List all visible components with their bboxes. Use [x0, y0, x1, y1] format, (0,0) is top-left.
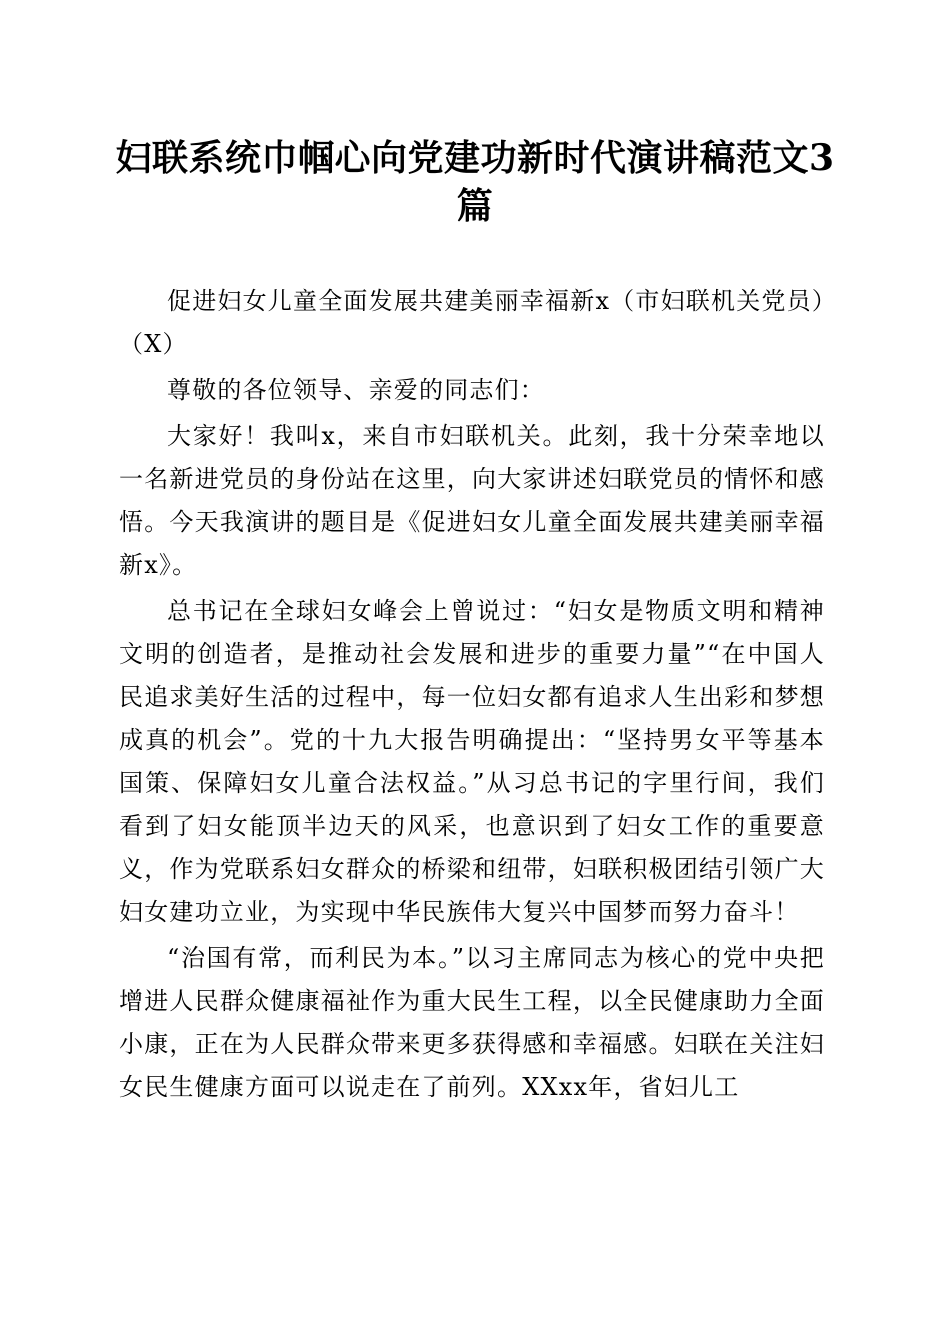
document-body [119, 280, 825, 1112]
document-title: 妇联系统巾帼心向党建功新时代演讲稿范文3篇 [115, 137, 835, 227]
paragraph-quote-summit: 总书记在全球妇女峰会上曾说过：“妇女是物质文明和精神文明的创造者，是推动社会发展和进步的重要力量”“在中国人民追求美好生活的过程中，每一位妇女都有追求人生出彩和梦想成真的机会”。党的十九大报告明确提出：“坚持男女平等基本国策、保障妇女儿童合法权益。”从习总书记的字里行间，我们看到了妇女能顶半边天的风采，也意识到了妇女工作的重要意义，作为党联系妇女群众的桥梁和纽带，妇联积极团结引领广大妇女建功立业，为实现中华民族伟大复兴中国梦而努力奋斗！ [119, 597, 825, 926]
paragraph-salutation: 尊敬的各位领导、亲爱的同志们： [167, 376, 545, 404]
paragraph-introduction: 大家好！我叫x，来自市妇联机关。此刻，我十分荣幸地以一名新进党员的身份站在这里，向大家讲述妇联党员的情怀和感悟。今天我演讲的题目是《促进妇女儿童全面发展共建美丽幸福新x》。 [119, 422, 825, 579]
paragraph-health-welfare: “治国有常，而利民为本。”以习主席同志为核心的党中央把增进人民群众健康福祉作为重大民生工程，以全民健康助力全面小康，正在为人民群众带来更多获得感和幸福感。妇联在关注妇女民生健康方面可以说走在了前列。XXxx年，省妇儿工 [119, 944, 825, 1101]
paragraph-subtitle: 促进妇女儿童全面发展共建美丽幸福新x（市妇联机关党员）（X） [119, 287, 825, 358]
